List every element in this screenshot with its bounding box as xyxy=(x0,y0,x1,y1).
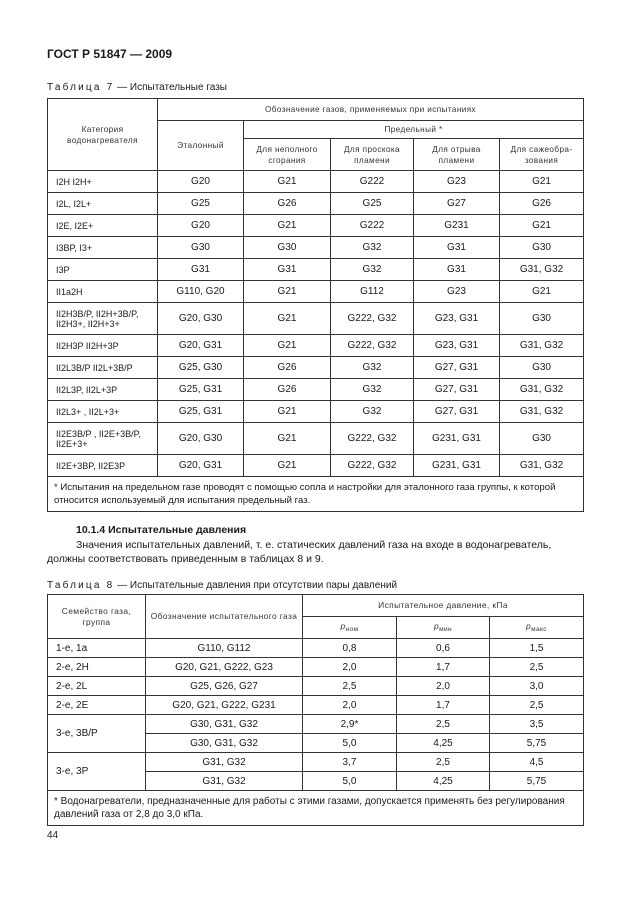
t7-gas-cell: G21 xyxy=(500,281,584,303)
t7-gas-cell: G222 xyxy=(331,215,414,237)
t7-gas-cell: G31, G32 xyxy=(500,259,584,281)
t8-family-cell: 2-е, 2H xyxy=(48,658,146,677)
table-row xyxy=(48,715,584,734)
t7-gas-cell: G30 xyxy=(500,357,584,379)
t7-gas-cell: G23, G31 xyxy=(414,335,500,357)
t7-gas-cell: G26 xyxy=(244,193,331,215)
t7-gas-cell: G25 xyxy=(158,193,244,215)
t7-category-cell: I3P xyxy=(48,259,158,281)
t7-body xyxy=(48,171,584,477)
t7-category-cell: I2H I2H+ xyxy=(48,171,158,193)
t8-pressure-cell: 2,5 xyxy=(303,677,397,696)
t7-head-designation: Обозначение газов, применяемых при испытаниях xyxy=(158,99,584,121)
t7-gas-cell: G23, G31 xyxy=(414,303,500,335)
t7-gas-cell: G23 xyxy=(414,171,500,193)
t8-pressure-cell: 5,0 xyxy=(303,734,397,753)
t8-family-cell: 3-е, 3В/Р xyxy=(48,715,146,753)
table7-caption-text: — Испытательные газы xyxy=(117,82,227,93)
t7-category-cell: I2L, I2L+ xyxy=(48,193,158,215)
t7-gas-cell: G32 xyxy=(331,379,414,401)
table-row xyxy=(48,401,584,423)
t8-pressure-cell: 2,0 xyxy=(397,677,490,696)
table-row xyxy=(48,303,584,335)
t8-pressure-cell: 2,5 xyxy=(490,658,584,677)
t8-family-cell: 2-е, 2E xyxy=(48,696,146,715)
table-row xyxy=(48,357,584,379)
t7-category-cell: II2E3B/P , II2E+3B/P, II2E+3+ xyxy=(48,423,158,455)
t7-gas-cell: G27, G31 xyxy=(414,401,500,423)
t7-gas-cell: G31, G32 xyxy=(500,379,584,401)
t8-gas-cell: G30, G31, G32 xyxy=(146,715,303,734)
t8-pressure-cell: 5,75 xyxy=(490,772,584,791)
t7-category-cell: I3BP, I3+ xyxy=(48,237,158,259)
t7-gas-cell: G20 xyxy=(158,171,244,193)
table-row xyxy=(48,677,584,696)
t7-gas-cell: G231, G31 xyxy=(414,455,500,477)
table7-caption-label: Таблица 7 xyxy=(47,82,115,93)
table-row xyxy=(48,455,584,477)
table-row xyxy=(48,259,584,281)
t7-gas-cell: G231 xyxy=(414,215,500,237)
t8-pressure-cell: 4,25 xyxy=(397,734,490,753)
t7-category-cell: II2L3+ , II2L+3+ xyxy=(48,401,158,423)
t7-gas-cell: G20 xyxy=(158,215,244,237)
t7-head-flashback: Для проскока пламени xyxy=(331,139,414,171)
t7-gas-cell: G31, G32 xyxy=(500,455,584,477)
t8-pressure-cell: 1,7 xyxy=(397,696,490,715)
t8-pressure-cell: 2,9* xyxy=(303,715,397,734)
t7-gas-cell: G21 xyxy=(244,401,331,423)
table-row xyxy=(48,237,584,259)
t8-family-cell: 1-е, 1а xyxy=(48,639,146,658)
section-title: 10.1.4 Испытательные давления xyxy=(76,524,247,536)
t7-gas-cell: G20, G31 xyxy=(158,335,244,357)
t7-gas-cell: G32 xyxy=(331,357,414,379)
t8-pressure-cell: 2,5 xyxy=(397,715,490,734)
t7-gas-cell: G21 xyxy=(244,281,331,303)
t7-gas-cell: G31 xyxy=(158,259,244,281)
t8-gas-cell: G30, G31, G32 xyxy=(146,734,303,753)
t7-gas-cell: G32 xyxy=(331,401,414,423)
t7-gas-cell: G110, G20 xyxy=(158,281,244,303)
t7-category-cell: I2E, I2E+ xyxy=(48,215,158,237)
t7-head-limit: Предельный * xyxy=(244,121,584,139)
t7-gas-cell: G21 xyxy=(244,303,331,335)
t7-gas-cell: G31, G32 xyxy=(500,335,584,357)
t7-gas-cell: G31 xyxy=(244,259,331,281)
t7-gas-cell: G20, G30 xyxy=(158,303,244,335)
table-row xyxy=(48,193,584,215)
t7-gas-cell: G25 xyxy=(331,193,414,215)
t8-pressure-cell: 3,7 xyxy=(303,753,397,772)
t8-pressure-cell: 3,5 xyxy=(490,715,584,734)
t7-gas-cell: G25, G30 xyxy=(158,357,244,379)
t8-pressure-cell: 0,8 xyxy=(303,639,397,658)
t7-gas-cell: G21 xyxy=(244,423,331,455)
t7-gas-cell: G23 xyxy=(414,281,500,303)
t7-gas-cell: G30 xyxy=(244,237,331,259)
t8-gas-cell: G20, G21, G222, G23 xyxy=(146,658,303,677)
table8-caption xyxy=(47,580,397,591)
t7-category-cell: II2H3B/P, II2H+3B/P, II2H3+, II2H+3+ xyxy=(48,303,158,335)
t8-pressure-cell: 2,5 xyxy=(397,753,490,772)
table-row xyxy=(48,335,584,357)
t7-category-cell: II2E+3BP, II2E3P xyxy=(48,455,158,477)
table-row xyxy=(48,423,584,455)
t8-pressure-cell: 3,0 xyxy=(490,677,584,696)
t8-gas-cell: G31, G32 xyxy=(146,772,303,791)
t8-pressure-cell: 5,75 xyxy=(490,734,584,753)
document-header: ГОСТ Р 51847 — 2009 xyxy=(47,47,173,61)
t7-gas-cell: G20, G30 xyxy=(158,423,244,455)
table8-caption-text: — Испытательные давления при отсутствии пары давлений xyxy=(117,580,398,591)
t7-gas-cell: G21 xyxy=(244,455,331,477)
t7-gas-cell: G222, G32 xyxy=(331,303,414,335)
table-row xyxy=(48,658,584,677)
table-row xyxy=(48,696,584,715)
t8-pressure-cell: 0,6 xyxy=(397,639,490,658)
t8-note: * Водонагреватели, предназначенные для работы с этими газами, допускается применять без регулирования давлений газа от 2,8 до 3,0 кПа. xyxy=(48,791,584,826)
page-number: 44 xyxy=(47,830,59,841)
t7-gas-cell: G30 xyxy=(500,423,584,455)
t7-category-cell: II2L3B/P II2L+3B/P xyxy=(48,357,158,379)
table-row xyxy=(48,171,584,193)
t7-gas-cell: G31, G32 xyxy=(500,401,584,423)
t7-gas-cell: G222 xyxy=(331,171,414,193)
t7-head-incomplete: Для неполного сгорания xyxy=(244,139,331,171)
t7-head-category: Категория водонагревателя xyxy=(48,99,158,171)
t7-gas-cell: G20, G31 xyxy=(158,455,244,477)
t7-category-cell: II2L3P, II2L+3P xyxy=(48,379,158,401)
t7-gas-cell: G222, G32 xyxy=(331,423,414,455)
table-row xyxy=(48,379,584,401)
t8-gas-cell: G20, G21, G222, G231 xyxy=(146,696,303,715)
t7-gas-cell: G30 xyxy=(500,237,584,259)
t7-gas-cell: G112 xyxy=(331,281,414,303)
t8-head-designation: Обозначение испытательного газа xyxy=(146,595,303,639)
section-paragraph: Значения испытательных давлений, т. е. статических давлений газа на входе в водонагреватель, должны соответствовать приведенным в таблицах 8 и 9. xyxy=(47,539,552,565)
table8-caption-label: Таблица 8 xyxy=(47,580,115,591)
table8 xyxy=(47,594,584,826)
t7-gas-cell: G21 xyxy=(244,215,331,237)
t7-gas-cell: G26 xyxy=(244,357,331,379)
t8-family-cell: 2-е, 2L xyxy=(48,677,146,696)
t8-pressure-cell: 4,25 xyxy=(397,772,490,791)
t7-gas-cell: G27, G31 xyxy=(414,357,500,379)
t7-gas-cell: G21 xyxy=(244,171,331,193)
t7-gas-cell: G27, G31 xyxy=(414,379,500,401)
t7-note: * Испытания на предельном газе проводят с помощью сопла и настройки для эталонного газа группы, к которой относится используемый для испытания предельный газ. xyxy=(48,477,584,512)
table-row xyxy=(48,215,584,237)
t7-gas-cell: G30 xyxy=(158,237,244,259)
t8-head-pmin: $р_{мин}$ xyxy=(397,617,490,639)
t8-family-cell: 3-е, 3Р xyxy=(48,753,146,791)
t7-gas-cell: G25, G31 xyxy=(158,401,244,423)
t7-gas-cell: G31 xyxy=(414,237,500,259)
table7-caption xyxy=(47,82,227,93)
t8-pressure-cell: 2,5 xyxy=(490,696,584,715)
t7-gas-cell: G26 xyxy=(244,379,331,401)
table-row xyxy=(48,639,584,658)
t8-pressure-cell: 2,0 xyxy=(303,696,397,715)
t8-head-family: Семейство газа, группа xyxy=(48,595,146,639)
t7-gas-cell: G32 xyxy=(331,259,414,281)
t7-gas-cell: G231, G31 xyxy=(414,423,500,455)
t8-pressure-cell: 2,0 xyxy=(303,658,397,677)
t7-category-cell: II2H3P II2H+3P xyxy=(48,335,158,357)
t8-gas-cell: G31, G32 xyxy=(146,753,303,772)
t8-pressure-cell: 1,5 xyxy=(490,639,584,658)
t7-gas-cell: G31 xyxy=(414,259,500,281)
t8-pressure-cell: 1,7 xyxy=(397,658,490,677)
t8-body xyxy=(48,639,584,791)
t8-head-pmax: $р_{макс}$ xyxy=(490,617,584,639)
t7-gas-cell: G27 xyxy=(414,193,500,215)
t8-head-pressure: Испытательное давление, кПа xyxy=(303,595,584,617)
t8-gas-cell: G110, G112 xyxy=(146,639,303,658)
t7-gas-cell: G30 xyxy=(500,303,584,335)
t7-head-reference: Эталонный xyxy=(158,121,244,171)
t8-pressure-cell: 4,5 xyxy=(490,753,584,772)
t7-gas-cell: G32 xyxy=(331,237,414,259)
t7-head-soot: Для сажеобра-зования xyxy=(500,139,584,171)
t8-pressure-cell: 5,0 xyxy=(303,772,397,791)
t7-gas-cell: G222, G32 xyxy=(331,335,414,357)
t7-gas-cell: G21 xyxy=(244,335,331,357)
t7-gas-cell: G21 xyxy=(500,171,584,193)
t7-gas-cell: G26 xyxy=(500,193,584,215)
t8-gas-cell: G25, G26, G27 xyxy=(146,677,303,696)
t7-head-liftoff: Для отрыва пламени xyxy=(414,139,500,171)
table-row xyxy=(48,753,584,772)
table7 xyxy=(47,98,584,512)
t8-head-pnom: $р_{ном}$ xyxy=(303,617,397,639)
t7-gas-cell: G25, G31 xyxy=(158,379,244,401)
t7-category-cell: II1a2H xyxy=(48,281,158,303)
table-row xyxy=(48,281,584,303)
t7-gas-cell: G222, G32 xyxy=(331,455,414,477)
t7-gas-cell: G21 xyxy=(500,215,584,237)
